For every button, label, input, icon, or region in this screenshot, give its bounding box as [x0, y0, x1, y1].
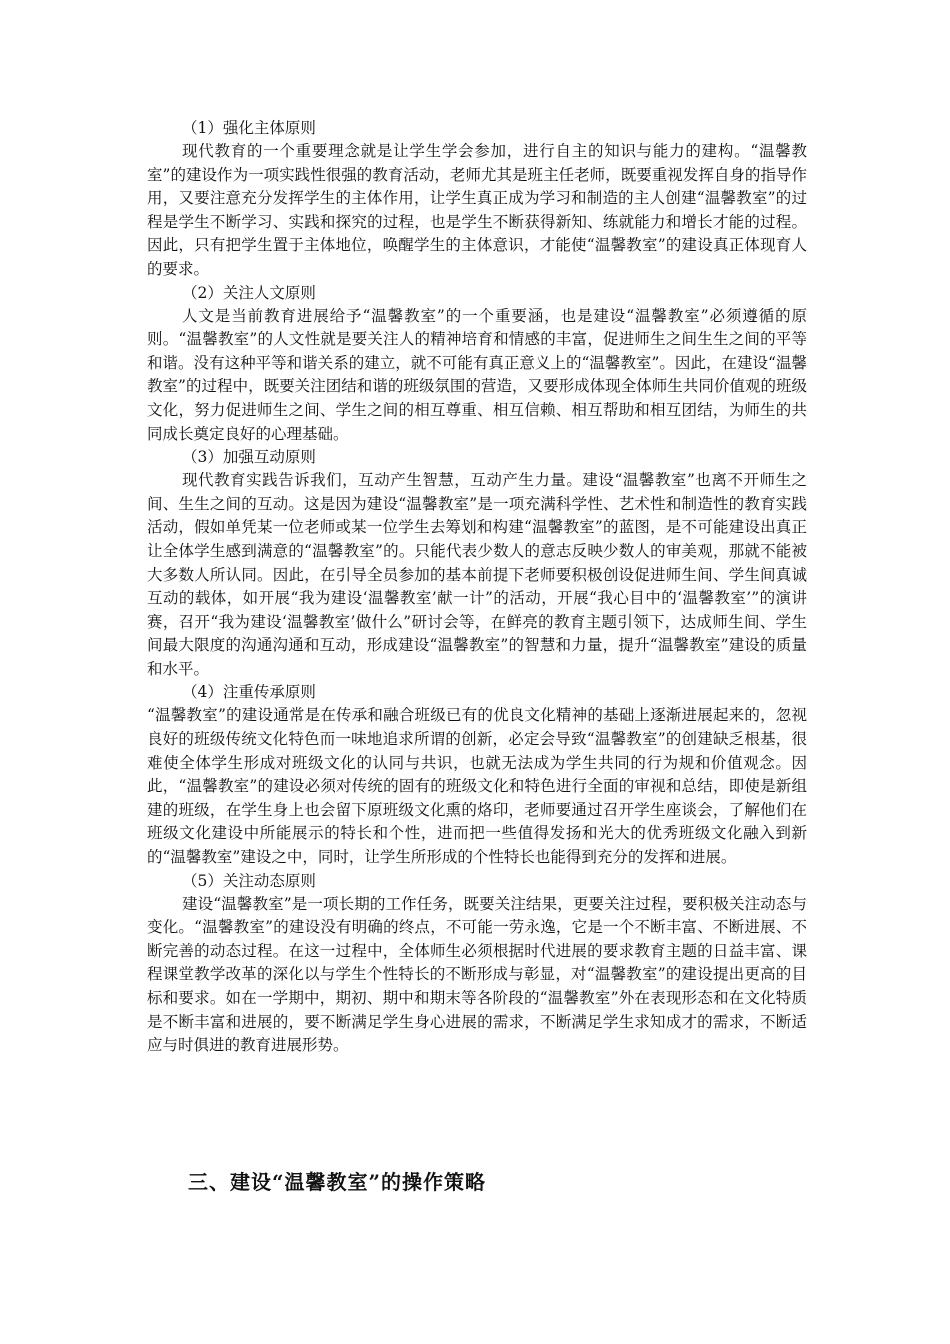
section-paragraph: 现代教育的一个重要理念就是让学生学会参加，进行自主的知识与能力的建构。“温馨教室”的建设作为一项实践性很强的教育活动，老师尤其是班主任老师，既要重视发挥自身的指导作用，又要注意充分发挥学生的主体作用，让学生真正成为学习和制造的主人创建“温馨教室”的过程是学生不断学习、实践和探究的过程，也是学生不断获得新知、练就能力和增长才能的过程。因此，只有把学生置于主体地位，唤醒学生的主体意识，才能使“温馨教室”的建设真正体现育人的要求。: [147, 142, 807, 278]
section-paragraph: “温馨教室”的建设通常是在传承和融合班级已有的优良文化精神的基础上逐渐进展起来的，忽视良好的班级传统文化特色而一味地追求所谓的创新，必定会导致“温馨教室”的创建缺乏根基，很难使全体学生形成对班级文化的认同与共识，也就无法成为学生共同的行为规和价值观念。因此，“温馨教室”的建设必须对传统的固有的班级文化和特色进行全面的审视和总结，即使是新组建的班级，在学生身上也会留下原班级文化熏的烙印，老师要通过召开学生座谈会，了解他们在班级文化建设中所能展示的特长和个性，进而把一些值得发扬和光大的优秀班级文化融入到新的“温馨教室”建设之中，同时，让学生所形成的个性特长也能得到充分的发挥和进展。: [147, 706, 807, 867]
section-paragraph: 现代教育实践告诉我们，互动产生智慧，互动产生力量。建设“温馨教室”也离不开师生之间、生生之间的互动。这是因为建设“温馨教室”是一项充满科学性、艺术性和制造性的教育实践活动，假如单凭某一位老师或某一位学生去筹划和构建“温馨教室”的蓝图，是不可能建设出真正让全体学生感到满意的“温馨教室”的。只能代表少数人的意志反映少数人的审美观，那就不能被大多数人所认同。因此，在引导全员参加的基本前提下老师要积极创设促进师生间、学生间真诚互动的载体，如开展“我为建设‘温馨教室’献一计”的活动，开展“我心目中的‘温馨教室’”的演讲赛，召开“我为建设‘温馨教室’做什么”研讨会等，在鲜亮的教育主题引领下，达成师生间、学生间最大限度的沟通沟通和互动，形成建设“温馨教室”的智慧和力量，提升“温馨教室”建设的质量和水平。: [147, 471, 807, 678]
section-heading: （1）强化主体原则: [182, 119, 316, 137]
chapter-title: 三、建设“温馨教室”的操作策略: [188, 1170, 487, 1194]
document-body: [147, 117, 807, 1058]
section-heading: （5）关注动态原则: [182, 871, 316, 890]
section-5: [147, 870, 807, 1058]
section-heading: （2）关注人文原则: [182, 283, 316, 302]
section-2: [147, 282, 807, 447]
section-paragraph: 人文是当前教育进展给予“温馨教室”的一个重要涵，也是建设“温馨教室”必须遵循的原则。“温馨教室”的人文性就是要关注人的精神培育和情感的丰富，促进师生之间生生之间的平等和谐。没有这种平等和谐关系的建立，就不可能有真正意义上的“温馨教室”。因此，在建设“温馨教室”的过程中，既要关注团结和谐的班级氛围的营造，又要形成体现全体师生共同价值观的班级文化，努力促进师生之间、学生之间的相互尊重、相互信赖、相互帮助和相互团结，为师生的共同成长奠定良好的心理基础。: [147, 306, 807, 443]
section-heading: （4）注重传承原则: [182, 683, 316, 702]
section-heading: （3）加强互动原则: [182, 448, 316, 467]
section-paragraph: 建设“温馨教室”是一项长期的工作任务，既要关注结果，更要关注过程，要积极关注动态与变化。“温馨教室”的建设没有明确的终点，不可能一劳永逸，它是一个不断丰富、不断进展、不断完善的动态过程。在这一过程中，全体师生必须根据时代进展的要求教育主题的日益丰富、课程课堂教学改革的深化以与学生个性特长的不断形成与彰显，对“温馨教室”的建设提出更高的目标和要求。如在一学期中，期初、期中和期末等各阶段的“温馨教室”外在表现形态和在文化特质是不断丰富和进展的，要不断满足学生身心进展的需求，不断满足学生求知成才的需求，不断适应与时俱进的教育进展形势。: [147, 894, 807, 1055]
section-4: [147, 681, 807, 869]
section-1: [147, 117, 807, 282]
section-3: [147, 446, 807, 681]
